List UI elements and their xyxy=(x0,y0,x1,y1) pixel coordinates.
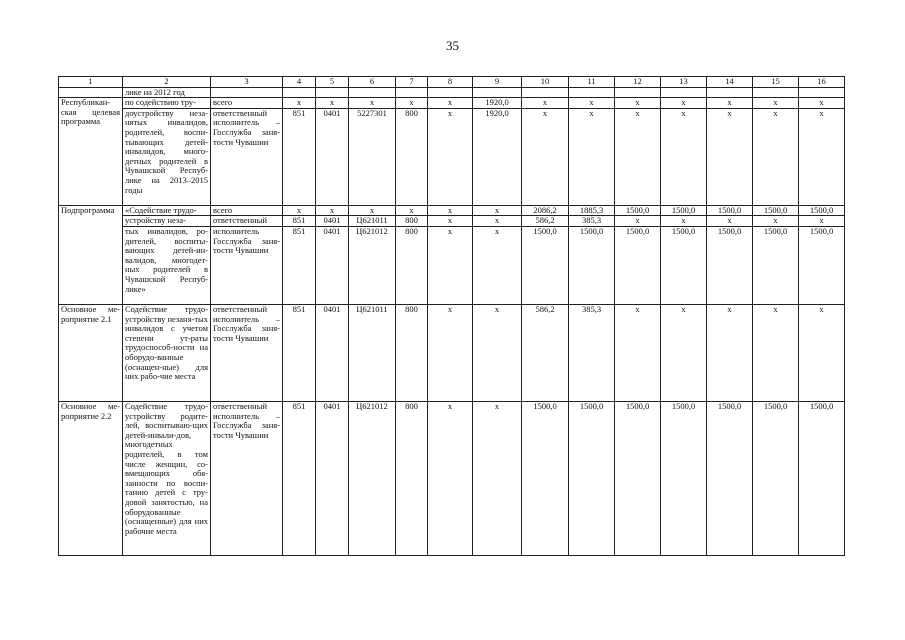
table-cell: Ц621012 xyxy=(349,401,396,555)
header-cell: 12 xyxy=(615,77,661,88)
table-cell: х xyxy=(753,304,799,401)
table-cell: 385,3 xyxy=(569,304,615,401)
table-cell: х xyxy=(473,205,522,216)
table-cell: 1500,0 xyxy=(753,205,799,216)
header-cell: 15 xyxy=(753,77,799,88)
table-cell: х xyxy=(428,226,473,304)
table-cell: ответственный xyxy=(211,216,283,227)
table-cell: устройству неза- xyxy=(123,216,211,227)
table-row xyxy=(59,87,845,98)
table-cell: х xyxy=(799,98,845,109)
table-cell: 800 xyxy=(396,401,428,555)
table-cell: х xyxy=(615,98,661,109)
table-cell: 851 xyxy=(283,216,316,227)
table-cell: х xyxy=(349,98,396,109)
table-row xyxy=(59,98,845,109)
table-cell: х xyxy=(428,108,473,205)
table-cell xyxy=(522,87,569,98)
header-cell: 5 xyxy=(316,77,349,88)
table-row xyxy=(59,205,845,216)
header-cell: 9 xyxy=(473,77,522,88)
table-cell: Ц621011 xyxy=(349,216,396,227)
table-cell: всего xyxy=(211,205,283,216)
table-cell: тых инвалидов, ро-дителей, воспиты-вающих детей-ин-валидов, многодет-ных родителей в Чувашской Респуб-лике» xyxy=(123,226,211,304)
table-cell: х xyxy=(428,401,473,555)
header-cell: 14 xyxy=(707,77,753,88)
table-cell: Содействие трудо-устройству родите-лей, воспитываю-щих детей-инвали-дов, многодетных родителей, в том числе женщин, со-вмещающих обя-занности по воспи-танию детей с тру-довой занятостью, на оборудованные (оснащенные) для них рабочие места xyxy=(123,401,211,555)
table-cell: х xyxy=(615,108,661,205)
table-cell: х xyxy=(428,205,473,216)
header-cell: 8 xyxy=(428,77,473,88)
table-cell: 851 xyxy=(283,226,316,304)
table-cell xyxy=(211,87,283,98)
table-cell: 2086,2 xyxy=(522,205,569,216)
table-cell: 0401 xyxy=(316,304,349,401)
header-cell: 2 xyxy=(123,77,211,88)
table-row xyxy=(59,304,845,401)
table-cell: 1500,0 xyxy=(661,205,707,216)
table-cell: 1500,0 xyxy=(615,401,661,555)
table-cell: лике на 2012 год xyxy=(123,87,211,98)
table-cell: Подпрограмма xyxy=(59,205,123,304)
table-cell: х xyxy=(753,108,799,205)
table-cell: 1500,0 xyxy=(661,226,707,304)
table-cell: х xyxy=(283,98,316,109)
table-cell: Основное ме-роприятие 2.2 xyxy=(59,401,123,555)
table-cell: х xyxy=(522,98,569,109)
header-row xyxy=(59,77,845,88)
table-cell: 1500,0 xyxy=(569,226,615,304)
table-cell: 1500,0 xyxy=(799,401,845,555)
header-cell: 16 xyxy=(799,77,845,88)
table-cell: 851 xyxy=(283,401,316,555)
table-cell xyxy=(753,87,799,98)
table-cell: 800 xyxy=(396,216,428,227)
table-cell: ответственный исполнитель – Госслужба заня-тости Чувашии xyxy=(211,401,283,555)
table-cell: 1500,0 xyxy=(707,226,753,304)
table-cell: 1500,0 xyxy=(522,226,569,304)
table-cell: 1920,0 xyxy=(473,108,522,205)
table-cell: 1500,0 xyxy=(569,401,615,555)
table-cell: 1885,3 xyxy=(569,205,615,216)
table-cell: 1500,0 xyxy=(753,401,799,555)
header-cell: 4 xyxy=(283,77,316,88)
budget-table xyxy=(58,76,845,556)
table-cell: х xyxy=(799,108,845,205)
header-cell: 6 xyxy=(349,77,396,88)
table-cell: х xyxy=(707,98,753,109)
table-cell: 851 xyxy=(283,108,316,205)
table-cell: 0401 xyxy=(316,226,349,304)
table-cell: х xyxy=(707,304,753,401)
table-cell: 1500,0 xyxy=(707,205,753,216)
table-cell: 1500,0 xyxy=(615,226,661,304)
table-cell: х xyxy=(615,304,661,401)
header-cell: 7 xyxy=(396,77,428,88)
table-cell: Республикан-ская целевая программа xyxy=(59,98,123,206)
table-cell: х xyxy=(428,216,473,227)
header-cell: 13 xyxy=(661,77,707,88)
table-cell xyxy=(615,87,661,98)
table-cell: х xyxy=(428,304,473,401)
table-cell: х xyxy=(569,98,615,109)
table-cell: х xyxy=(316,205,349,216)
table-cell: х xyxy=(661,304,707,401)
table-cell: исполнитель Госслужба заня-тости Чувашии xyxy=(211,226,283,304)
table-cell: х xyxy=(396,205,428,216)
table-cell xyxy=(569,87,615,98)
table-cell: х xyxy=(428,98,473,109)
table-cell xyxy=(473,87,522,98)
table-cell: 1500,0 xyxy=(753,226,799,304)
table-cell xyxy=(661,87,707,98)
table-cell: 800 xyxy=(396,226,428,304)
table-cell: «Содействие трудо- xyxy=(123,205,211,216)
table-cell: 0401 xyxy=(316,108,349,205)
table-cell: х xyxy=(473,226,522,304)
table-cell: х xyxy=(753,216,799,227)
table-cell: 5227301 xyxy=(349,108,396,205)
table-cell: х xyxy=(661,98,707,109)
table-cell: 0401 xyxy=(316,401,349,555)
header-cell: 11 xyxy=(569,77,615,88)
table-cell: х xyxy=(473,216,522,227)
table-cell: х xyxy=(707,108,753,205)
table-cell: по содействию тру- xyxy=(123,98,211,109)
table-row xyxy=(59,401,845,555)
table-cell: Содействие трудо-устройству незаня-тых инвалидов с учетом степени ут-раты трудоспособ-ности на оборудо-ванные (оснащен-ные) для них рабо-чие места xyxy=(123,304,211,401)
table-cell: х xyxy=(661,216,707,227)
table-cell: 1500,0 xyxy=(522,401,569,555)
table-cell: 1500,0 xyxy=(707,401,753,555)
table-cell: х xyxy=(473,401,522,555)
page-number: 35 xyxy=(446,38,459,53)
table-cell: Ц621011 xyxy=(349,304,396,401)
table-cell: 586,2 xyxy=(522,216,569,227)
table-cell: х xyxy=(753,98,799,109)
table-row xyxy=(59,216,845,227)
table-cell xyxy=(707,87,753,98)
table-cell xyxy=(396,87,428,98)
table-row xyxy=(59,226,845,304)
table-cell: доустройству неза-нятых инвалидов, родителей, воспи-тывающих детей-инвалидов, много-детных родителей в Чувашской Респуб-лике на 2013–2015 годы xyxy=(123,108,211,205)
table-cell: х xyxy=(661,108,707,205)
table-cell: 1500,0 xyxy=(799,205,845,216)
table-cell: Основное ме-роприятие 2.1 xyxy=(59,304,123,401)
header-cell: 10 xyxy=(522,77,569,88)
table-cell: 1500,0 xyxy=(661,401,707,555)
table-cell: х xyxy=(283,205,316,216)
table-cell: 1920,0 xyxy=(473,98,522,109)
table-cell: 1500,0 xyxy=(799,226,845,304)
table-cell xyxy=(59,87,123,98)
table-cell: х xyxy=(569,108,615,205)
table-cell: х xyxy=(349,205,396,216)
table-cell: 1500,0 xyxy=(615,205,661,216)
table-cell: 800 xyxy=(396,108,428,205)
header-cell: 3 xyxy=(211,77,283,88)
table-cell xyxy=(349,87,396,98)
table-cell: Ц621012 xyxy=(349,226,396,304)
table-cell xyxy=(316,87,349,98)
table-cell: х xyxy=(799,216,845,227)
table-cell xyxy=(799,87,845,98)
table-cell: х xyxy=(799,304,845,401)
table-cell: ответственный исполнитель – Госслужба заня-тости Чувашии xyxy=(211,304,283,401)
header-cell: 1 xyxy=(59,77,123,88)
table-cell: х xyxy=(396,98,428,109)
table-row xyxy=(59,108,845,205)
table-cell: ответственный исполнитель – Госслужба заня-тости Чувашии xyxy=(211,108,283,205)
table-cell: 385,3 xyxy=(569,216,615,227)
table-cell: 586,2 xyxy=(522,304,569,401)
table-cell xyxy=(283,87,316,98)
table-cell: х xyxy=(615,216,661,227)
table-cell xyxy=(428,87,473,98)
table-cell: всего xyxy=(211,98,283,109)
table-cell: х xyxy=(316,98,349,109)
table-cell: х xyxy=(707,216,753,227)
table-cell: 0401 xyxy=(316,216,349,227)
table-cell: х xyxy=(522,108,569,205)
table-cell: 851 xyxy=(283,304,316,401)
table-cell: 800 xyxy=(396,304,428,401)
table-cell: х xyxy=(473,304,522,401)
